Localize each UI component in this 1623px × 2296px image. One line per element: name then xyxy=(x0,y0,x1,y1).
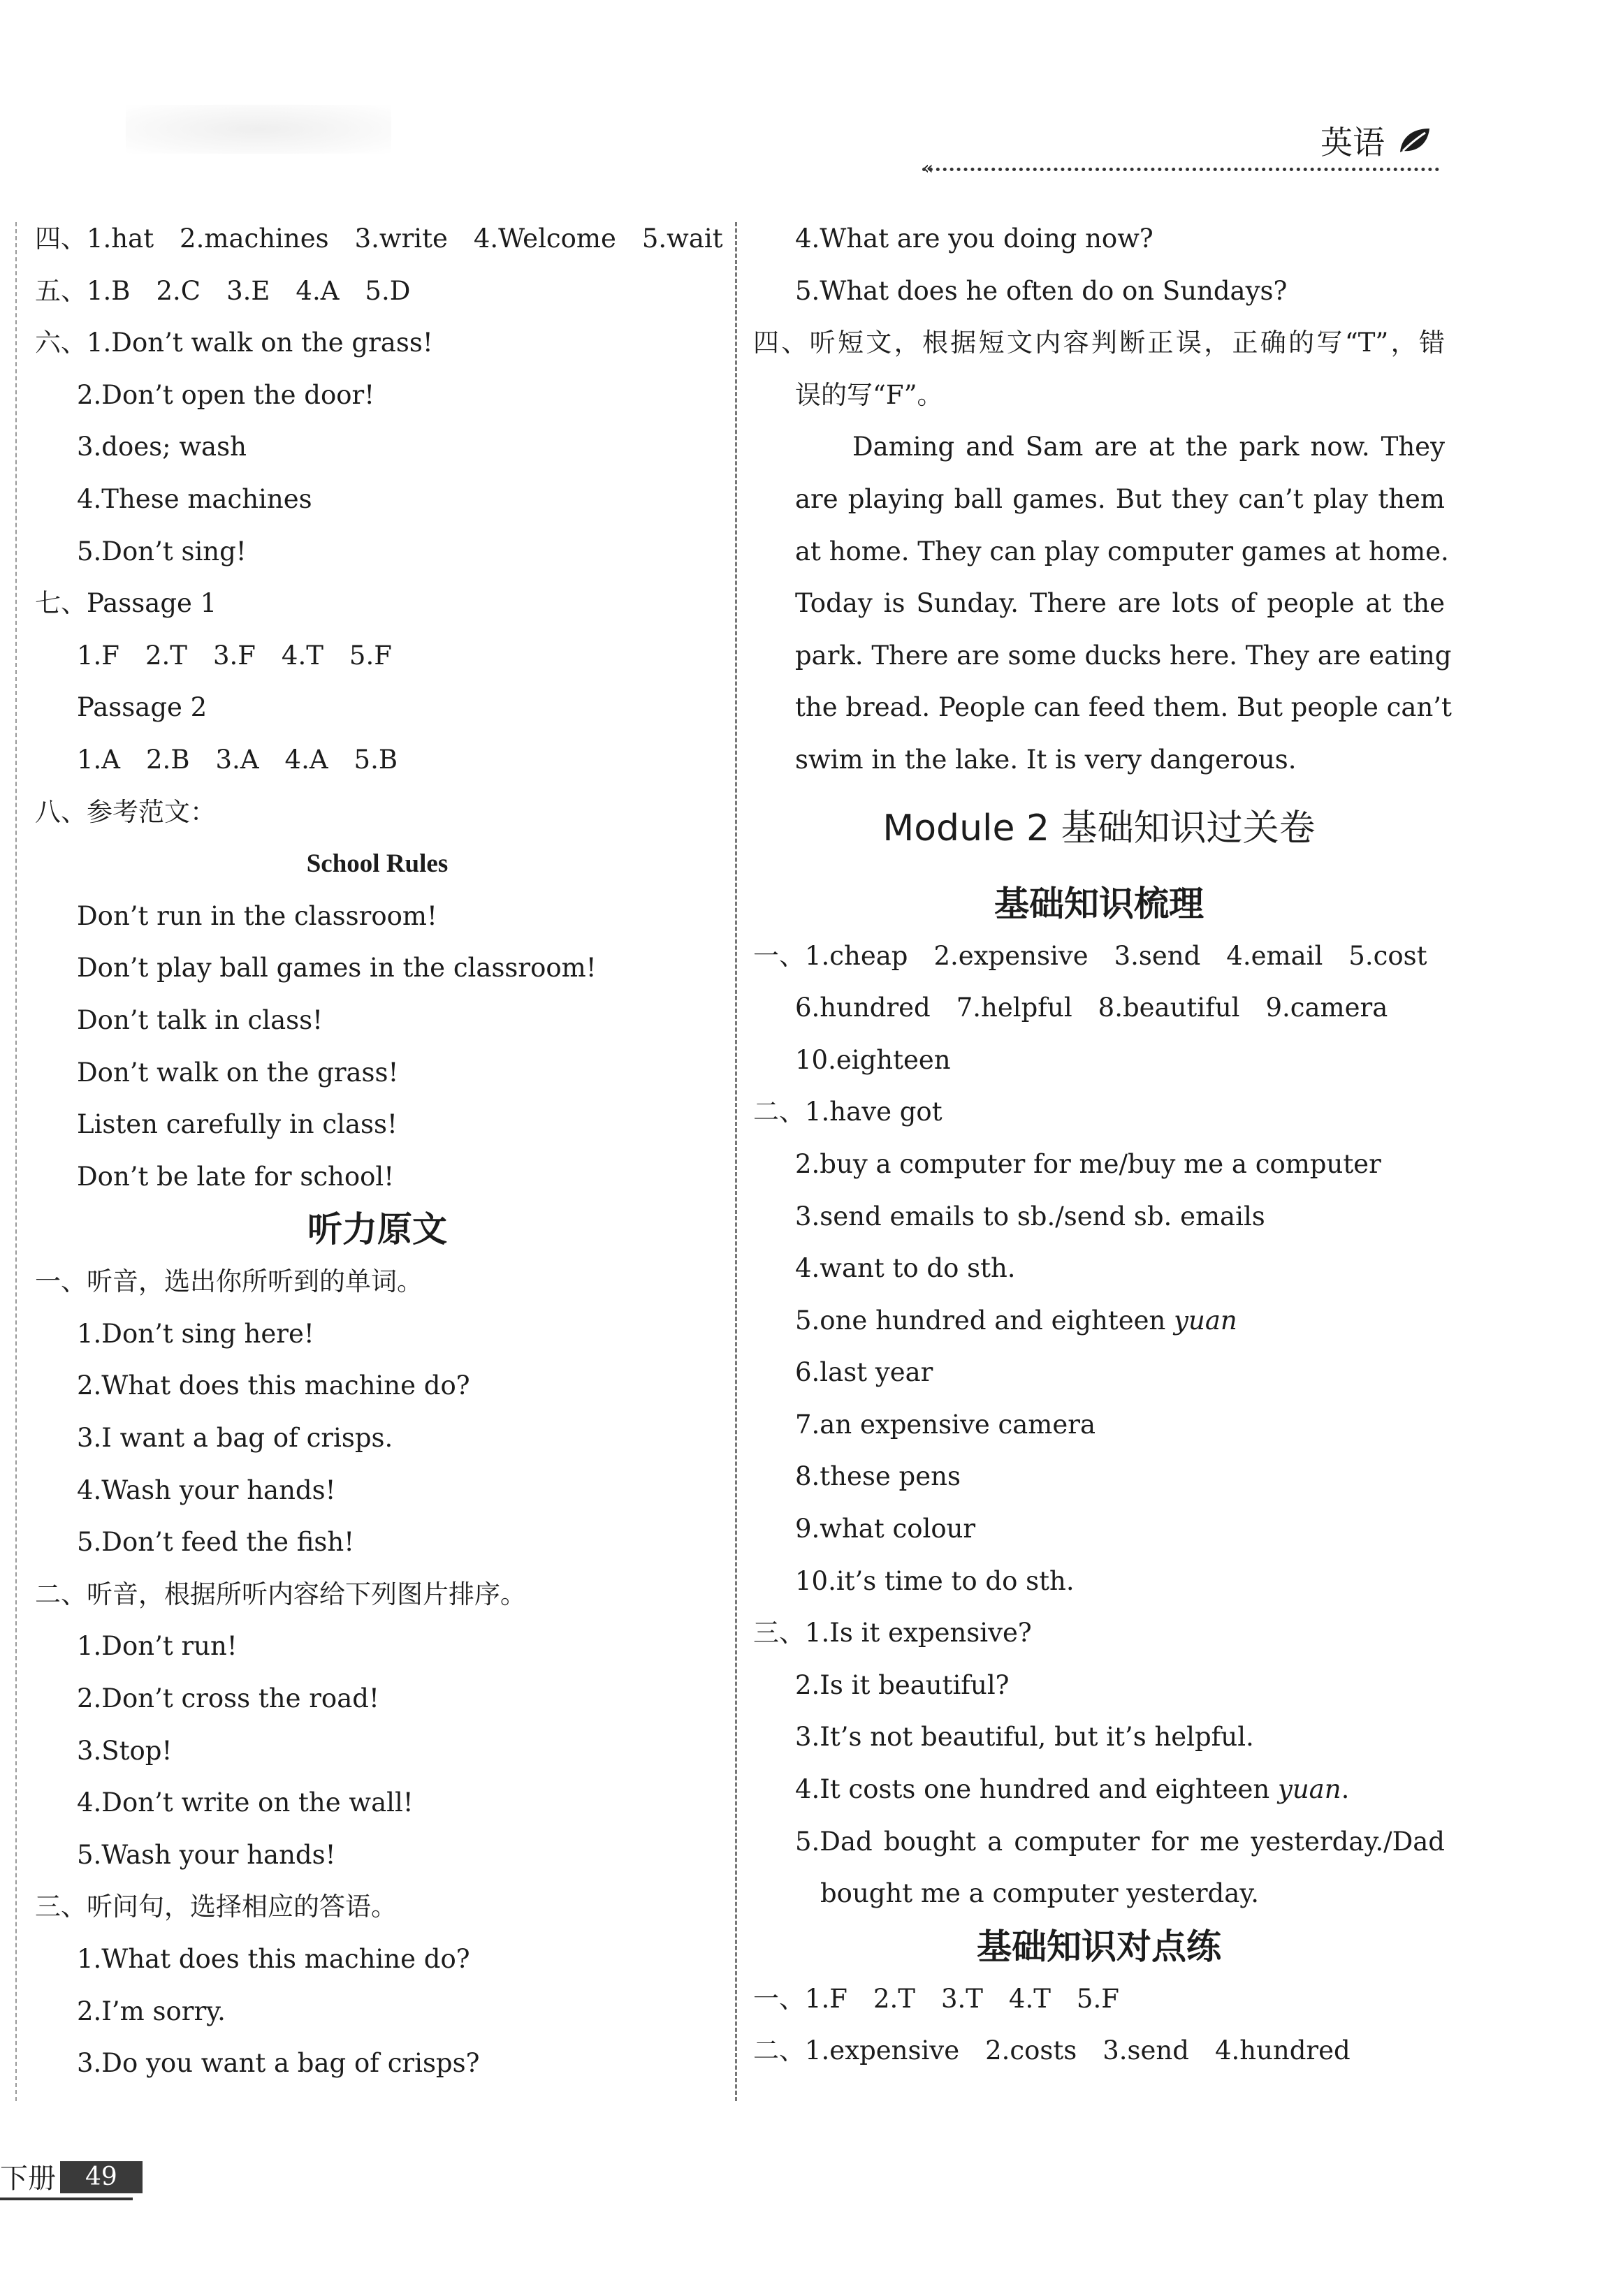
left-line-l19: Don’t be late for school! xyxy=(77,1161,395,1192)
left-line-l2: 五、1.B 2.C 3.E 4.A 5.D xyxy=(35,275,411,306)
right-line-r28: 2.Is it beautiful? xyxy=(795,1669,1010,1700)
right-line-r2: 5.What does he often do on Sundays? xyxy=(795,275,1288,306)
right-line-r22: 6.last year xyxy=(795,1357,933,1388)
left-line-l8: 七、Passage 1 xyxy=(35,588,217,619)
right-line-r15: 6.hundred 7.helpful 8.beautiful 9.camera xyxy=(795,993,1388,1023)
left-line-l32: 5.Wash your hands! xyxy=(77,1839,336,1870)
page-number: 49 xyxy=(60,2161,143,2193)
right-line-r8: Today is Sunday. There are lots of people at the xyxy=(795,588,1445,619)
right-line-r1: 4.What are you doing now? xyxy=(795,224,1153,254)
left-line-l6: 4.These machines xyxy=(77,483,312,514)
right-line-r20: 4.want to do sth. xyxy=(795,1253,1016,1284)
left-column xyxy=(35,213,723,2090)
right-line-r25: 9.what colour xyxy=(795,1514,976,1544)
right-line-r14: 一、1.cheap 2.expensive 3.send 4.email 5.cost xyxy=(753,940,1427,971)
right-line-r23: 7.an expensive camera xyxy=(795,1409,1096,1440)
paper-scuff xyxy=(126,105,391,154)
right-line-r33: 基础知识对点练 xyxy=(977,1926,1221,1967)
left-line-l14: Don’t run in the classroom! xyxy=(77,900,437,931)
left-line-l7: 5.Don’t sing! xyxy=(77,536,247,566)
right-line-r16: 10.eighteen xyxy=(795,1044,951,1075)
left-line-l20: 听力原文 xyxy=(307,1209,447,1250)
subject-label: 英语 xyxy=(1320,124,1385,161)
italic-word: yuan xyxy=(1174,1305,1237,1336)
footer-rule xyxy=(0,2198,133,2200)
left-line-l12: 八、参考范文： xyxy=(35,796,216,827)
right-line-r31: 5.Dad bought a computer for me yesterday./Dad xyxy=(795,1826,1445,1857)
right-line-r11: swim in the lake. It is very dangerous. xyxy=(795,744,1297,775)
right-line-r17: 二、1.have got xyxy=(753,1097,942,1127)
left-line-l4: 2.Don’t open the door! xyxy=(77,379,375,410)
right-line-r7: at home. They can play computer games at home. xyxy=(795,536,1449,566)
left-line-l1: 四、1.hat 2.machines 3.write 4.Welcome 5.wait xyxy=(35,224,723,254)
left-line-l29: 2.Don’t cross the road! xyxy=(77,1683,379,1714)
right-line-r30: 4.It costs one hundred and eighteen yuan. xyxy=(795,1774,1350,1805)
right-line-r5: Daming and Sam are at the park now. They xyxy=(852,432,1445,462)
left-line-l22: 1.Don’t sing here! xyxy=(77,1318,314,1349)
italic-word: yuan xyxy=(1277,1774,1341,1805)
left-line-l3: 六、1.Don’t walk on the grass! xyxy=(35,328,433,358)
left-line-l21: 一、听音，选出你所听到的单词。 xyxy=(35,1266,423,1297)
left-margin-rule xyxy=(15,222,17,2101)
left-line-l31: 4.Don’t write on the wall! xyxy=(77,1787,414,1818)
left-line-l25: 4.Wash your hands! xyxy=(77,1475,336,1505)
left-line-l35: 2.I’m sorry. xyxy=(77,1996,226,2026)
right-line-r4: 误的写“F”。 xyxy=(795,379,943,410)
left-line-l33: 三、听问句，选择相应的答语。 xyxy=(35,1892,397,1922)
right-line-r9: park. There are some ducks here. They are eating xyxy=(795,640,1452,671)
right-line-r35: 二、1.expensive 2.costs 3.send 4.hundred xyxy=(753,2035,1351,2066)
right-line-r26: 10.it’s time to do sth. xyxy=(795,1565,1075,1596)
left-line-l5: 3.does; wash xyxy=(77,432,247,462)
right-line-r6: are playing ball games. But they can’t play them xyxy=(795,483,1445,514)
header-dotted-rule xyxy=(922,168,1439,171)
right-line-r24: 8.these pens xyxy=(795,1461,961,1492)
right-line-r21: 5.one hundred and eighteen yuan xyxy=(795,1305,1237,1336)
right-line-r29: 3.It’s not beautiful, but it’s helpful. xyxy=(795,1722,1254,1753)
dotted-rule-arrow: « xyxy=(922,158,933,179)
right-line-r19: 3.send emails to sb./send sb. emails xyxy=(795,1201,1265,1231)
left-line-l28: 1.Don’t run! xyxy=(77,1631,238,1662)
right-line-r34: 一、1.F 2.T 3.T 4.T 5.F xyxy=(753,1983,1119,2014)
leaf-icon xyxy=(1397,126,1431,155)
left-line-l9: 1.F 2.T 3.F 4.T 5.F xyxy=(77,640,392,671)
right-line-r13: 基础知识梳理 xyxy=(994,883,1204,924)
column-divider xyxy=(735,222,737,2101)
right-line-r32: bought me a computer yesterday. xyxy=(820,1878,1260,1909)
left-line-l23: 2.What does this machine do? xyxy=(77,1370,470,1401)
left-line-l17: Don’t walk on the grass! xyxy=(77,1057,399,1088)
right-line-r12: Module 2 基础知识过关卷 xyxy=(882,807,1316,849)
left-line-l18: Listen carefully in class! xyxy=(77,1109,398,1140)
left-line-l24: 3.I want a bag of crisps. xyxy=(77,1423,393,1454)
right-line-r27: 三、1.Is it expensive? xyxy=(753,1618,1032,1648)
left-line-l30: 3.Stop! xyxy=(77,1735,173,1766)
page-footer xyxy=(0,2161,143,2196)
right-column xyxy=(753,213,1452,2077)
left-line-l16: Don’t talk in class! xyxy=(77,1004,323,1035)
left-line-l34: 1.What does this machine do? xyxy=(77,1944,470,1974)
left-line-l27: 二、听音，根据所听内容给下列图片排序。 xyxy=(35,1579,526,1609)
left-line-l26: 5.Don’t feed the fish! xyxy=(77,1527,355,1558)
left-line-l13: School Rules xyxy=(306,849,449,879)
right-line-r3: 四、听短文，根据短文内容判断正误，正确的写“T”，错 xyxy=(753,328,1445,358)
left-line-l15: Don’t play ball games in the classroom! xyxy=(77,953,597,984)
volume-label: 下册 xyxy=(0,2163,56,2195)
left-line-l36: 3.Do you want a bag of crisps? xyxy=(77,2048,480,2079)
right-line-r18: 2.buy a computer for me/buy me a computer xyxy=(795,1148,1381,1179)
left-line-l11: 1.A 2.B 3.A 4.A 5.B xyxy=(77,744,398,775)
right-line-r10: the bread. People can feed them. But people can’t xyxy=(795,692,1452,723)
left-line-l10: Passage 2 xyxy=(77,692,208,723)
